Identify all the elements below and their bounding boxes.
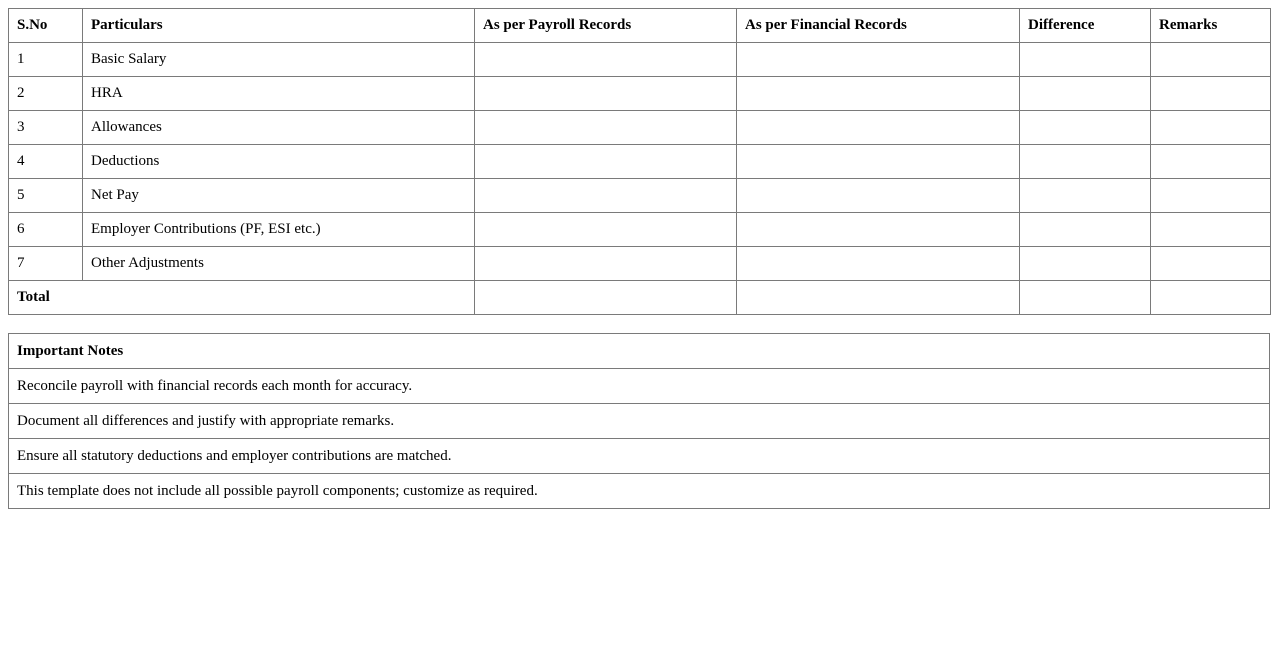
cell-particulars: Employer Contributions (PF, ESI etc.) [83,213,475,247]
table-row [9,247,1271,281]
cell-remarks[interactable] [1151,145,1271,179]
note-row [9,439,1270,474]
cell-particulars: HRA [83,77,475,111]
cell-sno: 6 [9,213,83,247]
cell-payroll[interactable] [475,145,737,179]
cell-sno: 5 [9,179,83,213]
cell-particulars: Deductions [83,145,475,179]
cell-financial[interactable] [737,77,1020,111]
table-row [9,145,1271,179]
cell-payroll[interactable] [475,247,737,281]
note-item: Document all differences and justify with appropriate remarks. [9,404,1270,439]
cell-particulars: Allowances [83,111,475,145]
cell-payroll[interactable] [475,77,737,111]
cell-financial[interactable] [737,179,1020,213]
total-financial[interactable] [737,281,1020,315]
reconciliation-table [8,8,1271,315]
notes-title: Important Notes [9,334,1270,369]
cell-remarks[interactable] [1151,247,1271,281]
page-content [8,8,1270,509]
cell-difference[interactable] [1020,111,1151,145]
table-row [9,43,1271,77]
cell-remarks[interactable] [1151,77,1271,111]
cell-sno: 2 [9,77,83,111]
cell-difference[interactable] [1020,247,1151,281]
table-row [9,213,1271,247]
header-sno: S.No [9,9,83,43]
cell-particulars: Basic Salary [83,43,475,77]
header-difference: Difference [1020,9,1151,43]
cell-payroll[interactable] [475,43,737,77]
table-row [9,111,1271,145]
note-row [9,369,1270,404]
note-item: Ensure all statutory deductions and employer contributions are matched. [9,439,1270,474]
note-item: This template does not include all possible payroll components; customize as required. [9,474,1270,509]
cell-difference[interactable] [1020,213,1151,247]
note-row [9,474,1270,509]
header-financial-records: As per Financial Records [737,9,1020,43]
table-header-row [9,9,1271,43]
cell-remarks[interactable] [1151,111,1271,145]
header-particulars: Particulars [83,9,475,43]
notes-title-row [9,334,1270,369]
cell-financial[interactable] [737,145,1020,179]
cell-financial[interactable] [737,111,1020,145]
cell-particulars: Net Pay [83,179,475,213]
cell-sno: 1 [9,43,83,77]
cell-sno: 4 [9,145,83,179]
cell-sno: 7 [9,247,83,281]
header-payroll-records: As per Payroll Records [475,9,737,43]
cell-sno: 3 [9,111,83,145]
cell-difference[interactable] [1020,179,1151,213]
total-label: Total [9,281,475,315]
total-difference[interactable] [1020,281,1151,315]
note-item: Reconcile payroll with financial records each month for accuracy. [9,369,1270,404]
table-row [9,179,1271,213]
cell-financial[interactable] [737,247,1020,281]
header-remarks: Remarks [1151,9,1271,43]
cell-remarks[interactable] [1151,43,1271,77]
total-row [9,281,1271,315]
cell-payroll[interactable] [475,111,737,145]
cell-remarks[interactable] [1151,179,1271,213]
cell-payroll[interactable] [475,213,737,247]
note-row [9,404,1270,439]
important-notes-table [8,333,1270,509]
table-row [9,77,1271,111]
total-remarks[interactable] [1151,281,1271,315]
cell-particulars: Other Adjustments [83,247,475,281]
cell-difference[interactable] [1020,43,1151,77]
total-payroll[interactable] [475,281,737,315]
cell-difference[interactable] [1020,145,1151,179]
cell-remarks[interactable] [1151,213,1271,247]
cell-financial[interactable] [737,43,1020,77]
cell-financial[interactable] [737,213,1020,247]
cell-difference[interactable] [1020,77,1151,111]
cell-payroll[interactable] [475,179,737,213]
